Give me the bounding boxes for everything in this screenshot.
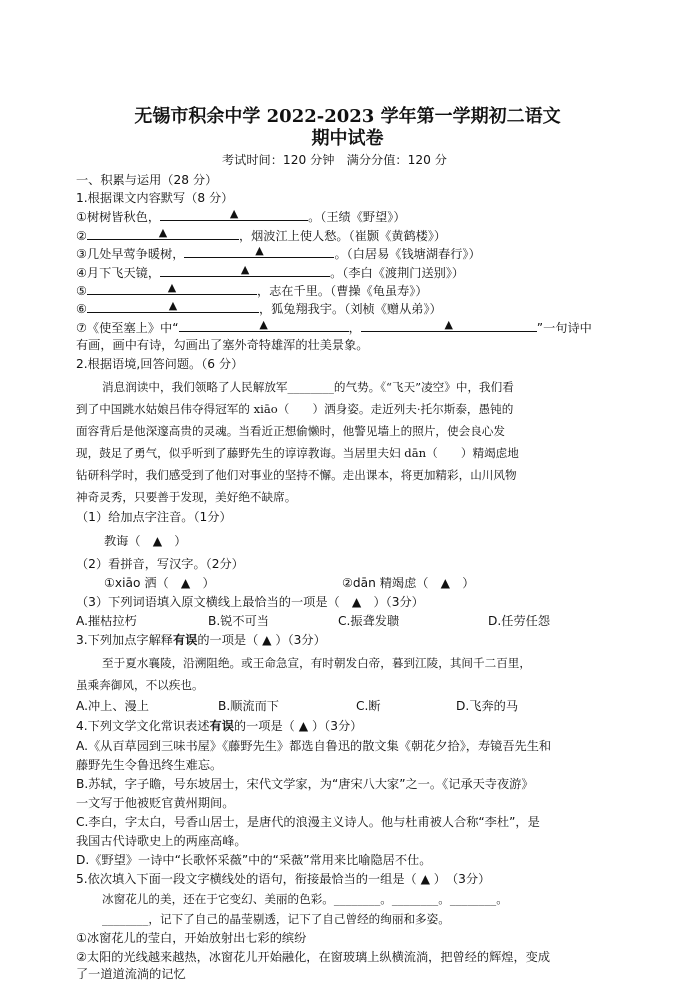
q1-line-4: ④月下飞天镜， ▲ 。（李白《渡荆门送别》） <box>76 263 465 280</box>
q2-passage-line: 到了中国跳水姑娘吕伟夺得冠军的 xiāo（ ）洒身姿。走近列夫·托尔斯泰，愚钝的 <box>76 402 514 416</box>
q5-item: ①冰窗花儿的莹白，开始放射出七彩的缤纷 <box>76 931 307 945</box>
q4-line: 藤野先生令鲁迅终生难忘。 <box>76 758 223 772</box>
answer-blank[interactable]: ▲ <box>87 227 239 240</box>
q3-passage: 至于夏水襄陵，沿溯阻绝。或王命急宣，有时朝发白帝，暮到江陵，其间千二百里， <box>102 656 531 670</box>
answer-blank[interactable]: ▲ <box>87 300 259 313</box>
page-subtitle: 期中试卷 <box>311 128 384 149</box>
q4-stem: 4.下列文学文化常识表述有误的一项是（ ▲ ）（3分） <box>76 719 363 733</box>
q1-stem: 1.根据课文内容默写（8 分） <box>76 191 234 205</box>
q5-passage-2: ________，记下了自己的晶莹剔透，记下了自己曾经的绚丽和多姿。 <box>102 912 450 926</box>
answer-blank[interactable]: ▲ <box>184 245 334 258</box>
option-b[interactable]: B.顺流而下 <box>218 699 279 713</box>
option-c[interactable]: C.断 <box>356 699 381 713</box>
q3-passage-2: 虽乘奔御风，不以疾也。 <box>76 678 204 692</box>
q5-item: ②太阳的光线越来越热，冰窗花儿开始融化，在窗玻璃上纵横流淌，把曾经的辉煌，变成 <box>76 950 551 964</box>
q2-passage-line: 面容背后是他深邃高贵的灵魂。当看近正想偷懒时，他警见墙上的照片，使会良心发 <box>76 424 505 438</box>
q4-line: 我国古代诗歌史上的两座高峰。 <box>76 834 247 848</box>
q2-stem: 2.根据语境,回答问题。（6 分） <box>76 357 244 371</box>
q1-line-7-cont: 有画，画中有诗，勾画出了塞外奇特雄浑的壮美景象。 <box>76 338 369 352</box>
q4-line: A.《从百草园到三味书屋》《藤野先生》都选自鲁迅的散文集《朝花夕拾》，寿镜吾先生和 <box>76 739 552 753</box>
option-d[interactable]: D.飞奔的马 <box>456 699 519 713</box>
q2-sub2-b: ②dān 精竭虑（ ▲ ） <box>342 576 475 590</box>
q3-stem: 3.下列加点字解释有误的一项是（ ▲ ）（3分） <box>76 633 326 647</box>
q2-options <box>76 613 550 630</box>
q2-passage-line: 钻研科学时，我们感受到了他们对事业的坚持不懈。走出课本，将更加精彩，山川风物 <box>76 468 517 482</box>
q4-line: 一文写于他被贬官黄州期间。 <box>76 796 235 810</box>
q1-line-7: ⑦《使至塞上》中“ ▲ ， ▲ ”一句诗中 <box>76 318 592 335</box>
q4-line: C.李白，字太白，号香山居士，是唐代的浪漫主义诗人。他与杜甫被人合称“李杜”，是 <box>76 815 540 829</box>
q2-passage-line: 神奇灵秀，只要善于发现，美好绝不缺席。 <box>76 490 297 504</box>
option-c[interactable]: C.振聋发聩 <box>338 614 400 628</box>
q2-sub1: （1）给加点字注音。（1分） <box>76 510 232 524</box>
q3-options <box>76 698 518 715</box>
option-b[interactable]: B.锐不可当 <box>208 614 269 628</box>
answer-blank[interactable]: ▲ <box>160 208 308 221</box>
exam-info: 考试时间：120 分钟 满分分值：120 分 <box>222 153 447 167</box>
q1-line-1: ①树树皆秋色， ▲ 。（王绩《野望》） <box>76 207 406 224</box>
section-heading: 一、积累与运用（28 分） <box>76 173 218 187</box>
answer-blank[interactable]: ▲ <box>361 319 537 332</box>
q5-passage: 冰窗花儿的美，还在于它变幻、美丽的色彩。________。________。________。 <box>102 892 508 906</box>
option-a[interactable]: A.冲上、漫上 <box>76 699 149 713</box>
q5-stem: 5.依次填入下面一段文字横线处的语句，衔接最恰当的一组是（ ▲ ） （3分） <box>76 872 491 886</box>
answer-blank[interactable]: ▲ <box>160 264 330 277</box>
q1-line-5: ⑤ ▲ ，志在千里。（曹操《龟虽寿》） <box>76 281 428 298</box>
q2-sub1-item: 教诲（ ▲ ） <box>104 534 187 548</box>
q2-sub3: （3）下列词语填入原文横线上最恰当的一项是（ ▲ ）（3分） <box>76 595 424 609</box>
q4-line: B.苏轼，字子瞻，号东坡居士，宋代文学家，为“唐宋八大家”之一。《记承天寺夜游》 <box>76 777 534 791</box>
q1-line-6: ⑥ ▲ ，狐兔翔我宇。（刘桢《赠从弟》） <box>76 299 442 316</box>
q2-passage-line: 现，鼓足了勇气，似乎听到了藤野先生的谆谆教诲。当居里夫妇 dān（ ）精竭虑地 <box>76 446 519 460</box>
q2-passage-line: 消息润读中，我们领略了人民解放军________的气势。《“飞天”凌空》中，我们看 <box>102 380 514 394</box>
q2-sub2-a: ①xiāo 洒（ ▲ ） <box>104 576 215 590</box>
option-d[interactable]: D.任劳任怨 <box>488 614 551 628</box>
answer-blank[interactable]: ▲ <box>179 319 349 332</box>
q2-sub2: （2）看拼音，写汉字。（2分） <box>76 557 244 571</box>
q5-item: 了一道道流淌的记忆 <box>76 967 186 981</box>
q1-line-3: ③几处早莺争暖树， ▲ 。（白居易《钱塘湖春行》） <box>76 244 481 261</box>
option-a[interactable]: A.摧枯拉朽 <box>76 614 137 628</box>
page-title: 无锡市积余中学 2022-2023 学年第一学期初二语文 <box>134 106 561 127</box>
q4-line: D.《野望》一诗中“长歌怀采薇”中的“采薇”常用来比喻隐居不仕。 <box>76 853 432 867</box>
answer-blank[interactable]: ▲ <box>87 282 257 295</box>
q1-line-2: ② ▲ ，烟波江上使人愁。（崔颢《黄鹤楼》） <box>76 226 447 243</box>
